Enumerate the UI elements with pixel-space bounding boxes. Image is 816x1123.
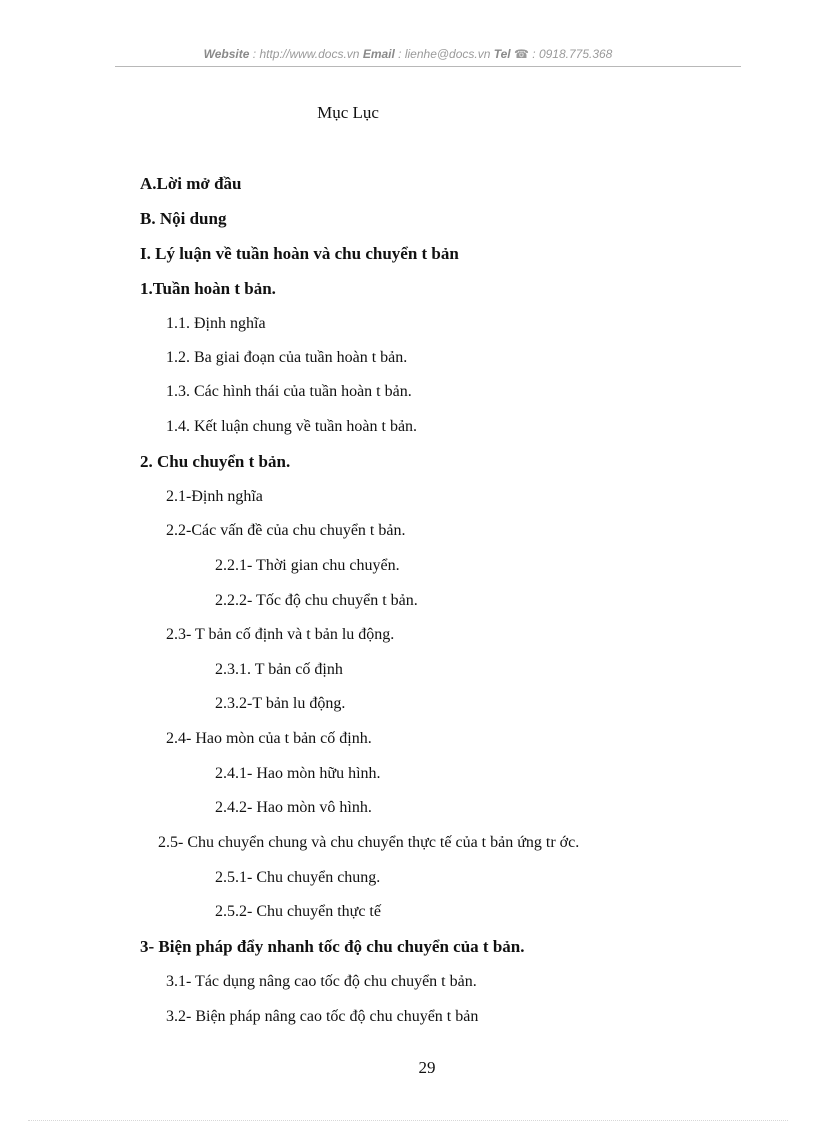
website-value: : http://www.docs.vn (249, 47, 363, 61)
toc-entry: 2.4- Hao mòn của t bản cố định. (166, 730, 372, 747)
toc-entry: 3- Biện pháp đẩy nhanh tốc độ chu chuyển của t bản. (140, 937, 525, 956)
email-value: : lienhe@docs.vn (394, 47, 494, 61)
toc-entry: 2.4.2- Hao mòn vô hình. (215, 799, 372, 816)
page-number: 29 (418, 1058, 436, 1077)
toc-entry: 3.2- Biện pháp nâng cao tốc độ chu chuyển t bản (166, 1008, 479, 1025)
toc-entry: 2.5.1- Chu chuyển chung. (215, 869, 381, 886)
toc-entry: 1.1. Định nghĩa (166, 315, 266, 332)
toc-entry: 2.3.2-T bản lu động. (215, 695, 346, 712)
toc-entry: 3.1- Tác dụng nâng cao tốc độ chu chuyển t bản. (166, 973, 477, 990)
toc-entry: 2.3.1. T bản cố định (215, 661, 343, 678)
toc-entry: 2.2-Các vấn đề của chu chuyển t bản. (166, 522, 406, 539)
toc-entry: 1.3. Các hình thái của tuần hoàn t bản. (166, 383, 412, 400)
toc-entry: 2.4.1- Hao mòn hữu hình. (215, 765, 381, 782)
toc-entry: 2.2.1- Thời gian chu chuyển. (215, 557, 400, 574)
toc-entry: A.Lời mở đầu (140, 174, 242, 193)
tel-label: Tel (493, 47, 511, 61)
toc-entry: 1.Tuần hoàn t bản. (140, 279, 276, 298)
toc-entry: 1.2. Ba giai đoạn của tuần hoàn t bản. (166, 349, 408, 366)
tel-value: ☎ : 0918.775.368 (510, 47, 613, 61)
toc-entry: B. Nội dung (140, 209, 227, 228)
toc-entry: 2.1-Định nghĩa (166, 488, 263, 505)
toc-entry: I. Lý luận về tuần hoàn và chu chuyển t bản (140, 244, 459, 263)
toc-entry: 2.2.2- Tốc độ chu chuyển t bản. (215, 592, 418, 609)
toc-entry: 2.5- Chu chuyển chung và chu chuyển thực tế của t bản ứng tr ớc. (158, 834, 580, 851)
toc-entry: 2.5.2- Chu chuyển thực tế (215, 903, 381, 920)
website-label: Website (203, 47, 250, 61)
email-label: Email (362, 47, 395, 61)
toc-entry: 2.3- T bản cố định và t bản lu động. (166, 626, 395, 643)
toc-entry: 2. Chu chuyển t bản. (140, 452, 291, 471)
footer-divider (28, 1120, 788, 1121)
page-title: Mục Lục (317, 103, 379, 122)
toc-entry: 1.4. Kết luận chung về tuần hoàn t bản. (166, 418, 418, 435)
